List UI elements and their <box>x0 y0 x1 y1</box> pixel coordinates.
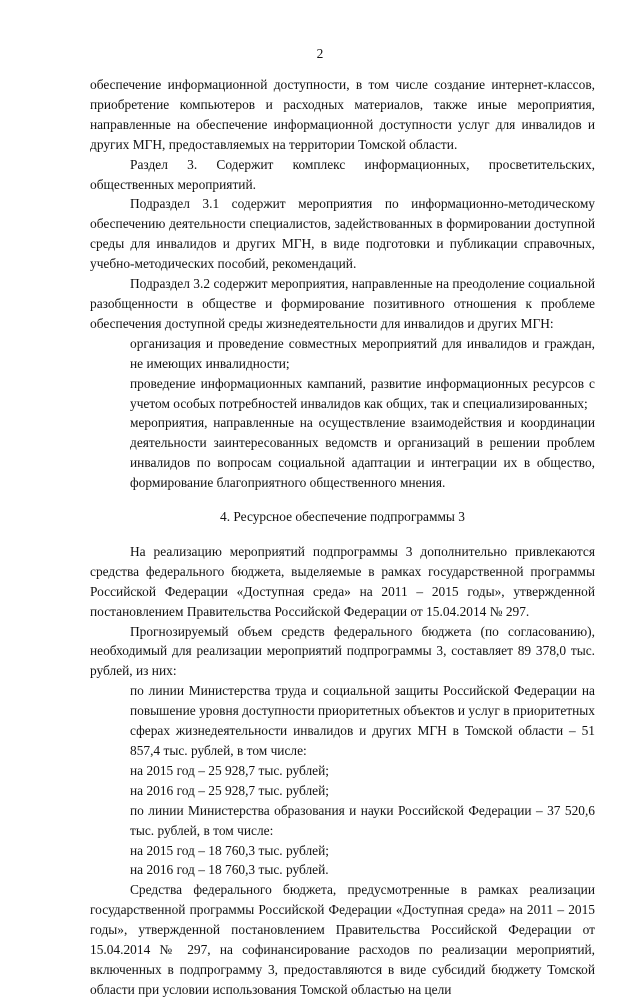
list-item: проведение информационных кампаний, развитие информационных ресурсов с учетом особых потребностей инвалидов как общих, так и специализированных; <box>130 375 595 411</box>
list-item: по линии Министерства образования и науки Российской Федерации – 37 520,6 тыс. рублей, в том числе: <box>130 802 595 838</box>
list-item: на 2015 год – 25 928,7 тыс. рублей; <box>130 762 329 778</box>
paragraph-section-3: Раздел 3. Содержит комплекс информационных, просветительских, общественных мероприятий. <box>90 156 595 192</box>
list-item: на 2016 год – 18 760,3 тыс. рублей. <box>130 862 329 878</box>
section-heading: 4. Ресурсное обеспечение подпрограммы 3 <box>220 509 465 525</box>
list-item: на 2015 год – 18 760,3 тыс. рублей; <box>130 842 329 858</box>
paragraph-federal-funds: Средства федерального бюджета, предусмотренные в рамках реализации государственной программы Российской Федерации «Доступная среда» на 2011 – 2015 годы», утвержденной постановлением Правительства Российской Федерации от 15.04.2014 № 297, на софинансирование расходов по реализации мероприятий, включенных в подпрограмму 3, предоставляются в виде субсидий бюджету Томской области при условии использования Томской областью на цели <box>90 882 595 997</box>
list-item: мероприятия, направленные на осуществление взаимодействия и координации деятельности заинтересованных ведомств и организаций в решении проблем инвалидов по вопросам социальной адаптации и интеграции их в общество, формирование благоприятного общественного мнения. <box>130 415 595 491</box>
paragraph-funding-total: Прогнозируемый объем средств федерального бюджета (по согласованию), необходимый для реализации мероприятий подпрограммы 3, составляет 89 378,0 тыс. рублей, из них: <box>90 623 595 679</box>
paragraph-continuation: обеспечение информационной доступности, в том числе создание интернет-классов, приобретение компьютеров и расходных материалов, также иные мероприятия, направленные на обеспечение информационной доступности услуг для инвалидов и других МГН, предоставляемых на территории Томской области. <box>90 77 595 152</box>
list-item: организация и проведение совместных мероприятий для инвалидов и граждан, не имеющих инвалидности; <box>130 335 595 371</box>
page-number: 2 <box>316 46 324 61</box>
paragraph-funding-intro: На реализацию мероприятий подпрограммы 3 дополнительно привлекаются средства федерального бюджета, выделяемые в рамках государственной программы Российской Федерации «Доступная среда» на 2011 – 2015 годы», утвержденной постановлением Правительства Российской Федерации от 15.04.2014 № 297. <box>90 543 595 619</box>
paragraph-subsection-3-2: Подраздел 3.2 содержит мероприятия, направленные на преодоление социальной разобщенности в обществе и формирование позитивного отношения к проблеме обеспечения доступной среды жизнедеятельности для инвалидов и других МГН: <box>90 276 595 331</box>
list-item: по линии Министерства труда и социальной защиты Российской Федерации на повышение уровня доступности приоритетных объектов и услуг в приоритетных сферах жизнедеятельности инвалидов и других МГН в Томской области – 51 857,4 тыс. рублей, в том числе: <box>130 683 595 758</box>
paragraph-subsection-3-1: Подраздел 3.1 содержит мероприятия по информационно-методическому обеспечению деятельности специалистов, задействованных в формировании доступной среды для инвалидов и других МГН, в виде подготовки и публикации справочных, учебно-методических пособий, рекомендаций. <box>90 196 595 272</box>
list-item: на 2016 год – 25 928,7 тыс. рублей; <box>130 782 329 798</box>
document-body <box>90 75 595 1000</box>
